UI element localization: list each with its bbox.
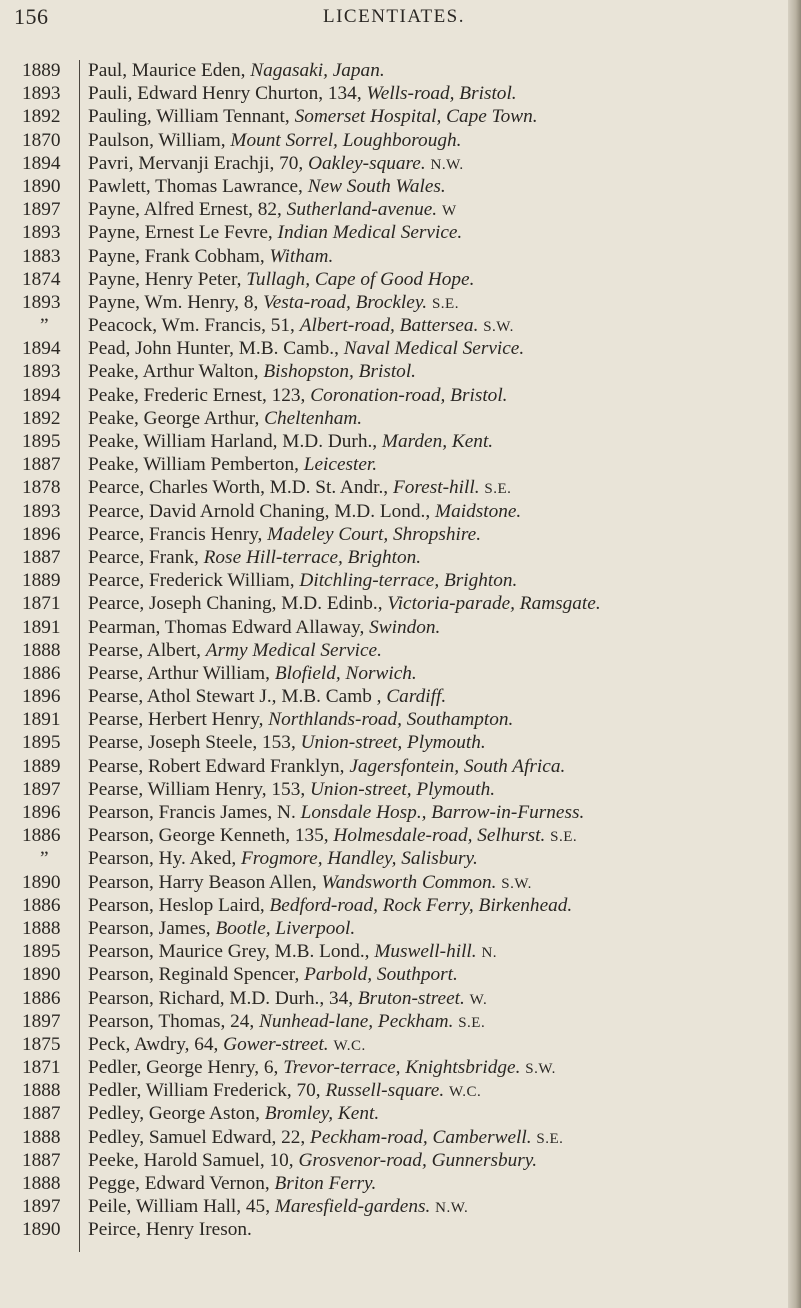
list-item xyxy=(0,59,788,82)
entry-address: Nunhead-lane, Peckham. xyxy=(259,1010,454,1032)
entry-year: 1890 xyxy=(22,871,61,893)
list-item xyxy=(0,801,788,824)
entry-text xyxy=(88,1218,252,1241)
entry-year: 1887 xyxy=(22,454,61,476)
entry-district: S.W. xyxy=(525,1061,556,1078)
entry-name: Pearce, Frank, xyxy=(88,546,204,568)
entry-text xyxy=(88,291,459,316)
entry-name: Pearce, Joseph Chaning, M.D. Edinb., xyxy=(88,593,388,615)
entry-name: Payne, Wm. Henry, 8, xyxy=(88,291,264,313)
entry-year: 1887 xyxy=(22,1103,61,1125)
list-item xyxy=(0,105,788,128)
entry-district: S.W. xyxy=(483,319,514,336)
entry-text xyxy=(88,59,385,82)
list-item xyxy=(0,824,788,847)
entry-name: Pearse, Robert Edward Franklyn, xyxy=(88,755,350,777)
entry-year: 1888 xyxy=(22,1173,61,1194)
entry-address: Jagersfontein, South Africa. xyxy=(349,755,566,777)
entry-address: Frogmore, Handley, Salisbury. xyxy=(240,848,478,870)
running-head: LICENTIATES. xyxy=(322,6,465,27)
list-item xyxy=(0,1149,788,1172)
entry-year: ” xyxy=(40,315,49,337)
entry-name: Pearson, Reginald Spencer, xyxy=(88,964,305,986)
entry-text xyxy=(88,592,601,615)
list-item xyxy=(0,592,788,615)
entry-year: 1890 xyxy=(22,1219,61,1241)
list-item xyxy=(0,847,788,870)
entry-name: Pegge, Edward Vernon, xyxy=(88,1173,275,1194)
entry-text xyxy=(88,616,440,639)
entry-text xyxy=(88,430,493,453)
entry-year: 1875 xyxy=(22,1033,61,1055)
entry-text xyxy=(88,82,517,105)
entry-district: W.C. xyxy=(333,1037,366,1054)
entry-address: Leicester. xyxy=(303,454,378,476)
list-item xyxy=(0,1195,788,1218)
entry-text xyxy=(88,407,362,430)
entry-address: Tullagh, Cape of Good Hope. xyxy=(246,268,475,290)
entry-text xyxy=(88,639,382,662)
entry-year: 1896 xyxy=(22,523,61,545)
entry-name: Pedler, George Henry, 6, xyxy=(88,1057,284,1079)
entry-text xyxy=(88,314,514,339)
entry-district: W. xyxy=(469,991,488,1008)
list-item xyxy=(0,500,788,523)
entry-address: Holmesdale-road, Selhurst. xyxy=(333,825,546,847)
entry-text xyxy=(88,708,513,731)
entry-text xyxy=(88,987,487,1012)
entry-address: Bruton-street. xyxy=(357,987,465,1009)
entry-year: 1888 xyxy=(22,1080,61,1102)
entry-district: N.W. xyxy=(430,156,464,173)
entry-year: 1896 xyxy=(22,802,61,823)
entry-year: 1887 xyxy=(22,1149,61,1171)
list-item xyxy=(0,360,788,383)
entry-text xyxy=(88,1056,556,1081)
entry-year: 1893 xyxy=(22,83,61,105)
entry-text xyxy=(88,175,446,198)
list-item xyxy=(0,685,788,708)
page-header xyxy=(0,4,788,30)
entry-address: Parbold, Southport. xyxy=(304,964,458,986)
list-item xyxy=(0,963,788,986)
entry-year: 1871 xyxy=(22,1057,61,1079)
entry-year: 1886 xyxy=(22,662,61,684)
entry-address: Bishopston, Bristol. xyxy=(263,361,417,383)
entry-name: Pavri, Mervanji Erachji, 70, xyxy=(88,152,309,174)
entry-district: N.W. xyxy=(435,1200,469,1217)
entry-name: Pearson, Hy. Aked, xyxy=(88,848,241,870)
entry-address: Blofield, Norwich. xyxy=(274,662,417,684)
entry-text xyxy=(88,731,486,754)
entry-text xyxy=(88,755,565,778)
entry-year: 1893 xyxy=(22,222,61,244)
entry-address: Union-street, Plymouth. xyxy=(300,732,486,754)
page-edge xyxy=(788,0,801,1308)
entry-year: 1886 xyxy=(22,987,61,1009)
entry-address: Army Medical Service. xyxy=(205,639,382,661)
entry-year: 1895 xyxy=(22,941,61,963)
entry-year: 1891 xyxy=(22,616,61,638)
entry-text xyxy=(88,963,458,986)
entry-district: S.E. xyxy=(536,1130,564,1147)
entry-year: 1878 xyxy=(22,477,61,499)
entry-address: Muswell-hill. xyxy=(374,941,477,963)
entry-text xyxy=(88,129,461,152)
list-item xyxy=(0,940,788,963)
entry-name: Pearse, William Henry, 153, xyxy=(88,778,310,800)
entry-name: Pauli, Edward Henry Churton, 134, xyxy=(88,83,367,105)
entry-name: Pedley, Samuel Edward, 22, xyxy=(88,1126,311,1148)
list-item xyxy=(0,384,788,407)
entry-name: Pearson, Richard, M.D. Durh., 34, xyxy=(88,987,358,1009)
entry-year: 1891 xyxy=(22,709,61,731)
entry-address: Indian Medical Service. xyxy=(277,222,463,244)
entry-address: Somerset Hospital, Cape Town. xyxy=(294,106,538,128)
entry-name: Pearson, Francis James, N. xyxy=(88,802,301,823)
entry-name: Pearson, Thomas, 24, xyxy=(88,1010,260,1032)
entry-name: Pearson, George Kenneth, 135, xyxy=(88,825,334,847)
entry-year: 1897 xyxy=(22,1196,61,1218)
licentiates-list xyxy=(0,59,788,1242)
entry-district: W.C. xyxy=(449,1084,482,1101)
list-item xyxy=(0,407,788,430)
entry-name: Pearman, Thomas Edward Allaway, xyxy=(88,616,370,638)
entry-text xyxy=(88,1010,485,1035)
entry-address: Russell-square. xyxy=(325,1080,445,1102)
entry-year: 1895 xyxy=(22,732,61,754)
entry-name: Payne, Henry Peter, xyxy=(88,268,247,290)
list-item xyxy=(0,1126,788,1149)
list-item xyxy=(0,987,788,1010)
entry-address: Oakley-square. xyxy=(308,152,426,174)
list-item xyxy=(0,476,788,499)
entry-text xyxy=(88,360,416,383)
entry-address: Nagasaki, Japan. xyxy=(250,60,385,81)
entry-year: 1893 xyxy=(22,500,61,522)
entry-year: 1888 xyxy=(22,917,61,939)
entry-name: Peile, William Hall, 45, xyxy=(88,1196,275,1218)
list-item xyxy=(0,917,788,940)
entry-address: Wandsworth Common. xyxy=(321,871,497,893)
entry-address: Union-street, Plymouth. xyxy=(309,778,496,800)
entry-text xyxy=(88,1102,379,1125)
list-item xyxy=(0,268,788,291)
entry-district: S.E. xyxy=(484,481,512,498)
entry-text xyxy=(88,523,481,546)
entry-text xyxy=(88,221,462,244)
entry-text xyxy=(88,801,584,824)
list-item xyxy=(0,755,788,778)
entry-year: 1886 xyxy=(22,825,61,847)
entry-address: Ditchling-terrace, Brighton. xyxy=(299,570,518,592)
entry-year: 1887 xyxy=(22,546,61,568)
list-item xyxy=(0,616,788,639)
list-item xyxy=(0,1102,788,1125)
entry-year: 1897 xyxy=(22,1010,61,1032)
entry-text xyxy=(88,1149,537,1172)
entry-address: Trevor-terrace, Knightsbridge. xyxy=(283,1057,521,1079)
entry-address: Naval Medical Service. xyxy=(343,338,525,360)
entry-text xyxy=(88,778,495,801)
entry-name: Peake, Frederic Ernest, 123, xyxy=(88,384,311,406)
entry-text xyxy=(88,940,497,965)
list-item xyxy=(0,245,788,268)
entry-year: 1889 xyxy=(22,570,61,592)
list-item xyxy=(0,546,788,569)
list-item xyxy=(0,1010,788,1033)
entry-address: Albert-road, Battersea. xyxy=(299,315,479,337)
entry-district: S.E. xyxy=(458,1014,486,1031)
entry-name: Paulson, William, xyxy=(88,129,231,151)
entry-name: Pearce, Frederick William, xyxy=(88,570,300,592)
entry-text xyxy=(88,847,478,870)
entry-name: Peirce, Henry Ireson. xyxy=(88,1219,252,1241)
entry-name: Pearce, Francis Henry, xyxy=(88,523,268,545)
entry-address: Victoria-parade, Ramsgate. xyxy=(387,593,601,615)
entry-year: 1893 xyxy=(22,361,61,383)
entry-text xyxy=(88,1079,481,1104)
entry-name: Peake, Arthur Walton, xyxy=(88,361,264,383)
entry-name: Pedley, George Aston, xyxy=(88,1103,265,1125)
entry-name: Pearce, David Arnold Chaning, M.D. Lond., xyxy=(88,500,436,522)
entry-name: Pearse, Athol Stewart J., M.B. Camb , xyxy=(88,686,387,708)
entry-name: Pearson, Maurice Grey, M.B. Lond., xyxy=(88,941,375,963)
entry-year: 1871 xyxy=(22,593,61,615)
entry-text xyxy=(88,152,464,177)
entry-year: 1883 xyxy=(22,245,61,267)
entry-text xyxy=(88,917,355,940)
entry-year: 1893 xyxy=(22,291,61,313)
entry-text xyxy=(88,824,577,849)
list-item xyxy=(0,894,788,917)
entry-district: N. xyxy=(481,945,498,962)
entry-address: Witham. xyxy=(269,245,334,267)
entry-year: 1870 xyxy=(22,129,61,151)
entry-text xyxy=(88,685,446,708)
entry-address: Marden, Kent. xyxy=(381,431,494,452)
entry-text xyxy=(88,476,511,501)
entry-name: Pedler, William Frederick, 70, xyxy=(88,1080,326,1102)
entry-name: Peacock, Wm. Francis, 51, xyxy=(88,315,300,337)
entry-year: 1886 xyxy=(22,894,61,916)
list-item xyxy=(0,221,788,244)
entry-year: 1888 xyxy=(22,639,61,661)
entry-year: 1889 xyxy=(22,60,61,81)
entry-name: Peeke, Harold Samuel, 10, xyxy=(88,1149,299,1171)
entry-address: Mount Sorrel, Loughborough. xyxy=(230,129,462,151)
entry-text xyxy=(88,500,521,523)
entry-name: Pauling, William Tennant, xyxy=(88,106,295,128)
entry-address: Maresfield-gardens. xyxy=(274,1196,431,1218)
entry-text xyxy=(88,1126,563,1151)
entry-name: Pearce, Charles Worth, M.D. St. Andr., xyxy=(88,477,393,499)
list-item xyxy=(0,129,788,152)
entry-year: ” xyxy=(40,848,49,870)
entry-text xyxy=(88,662,417,685)
list-item xyxy=(0,1033,788,1056)
entry-address: Bedford-road, Rock Ferry, Birkenhead. xyxy=(269,894,573,916)
entry-text xyxy=(88,1172,376,1195)
entry-text xyxy=(88,569,517,592)
list-item xyxy=(0,523,788,546)
entry-name: Peck, Awdry, 64, xyxy=(88,1033,224,1055)
entry-name: Pawlett, Thomas Lawrance, xyxy=(88,175,308,197)
entry-address: Gower-street. xyxy=(223,1033,329,1055)
list-item xyxy=(0,731,788,754)
list-item xyxy=(0,662,788,685)
entry-year: 1894 xyxy=(22,384,61,406)
list-item xyxy=(0,82,788,105)
list-item xyxy=(0,639,788,662)
entry-name: Pearson, Harry Beason Allen, xyxy=(88,871,322,893)
entry-text xyxy=(88,384,508,407)
entry-year: 1874 xyxy=(22,268,61,290)
entry-name: Payne, Ernest Le Fevre, xyxy=(88,222,278,244)
list-item xyxy=(0,453,788,476)
entry-name: Pearson, Heslop Laird, xyxy=(88,894,270,916)
entry-name: Paul, Maurice Eden, xyxy=(88,60,251,81)
entry-year: 1897 xyxy=(22,778,61,800)
entry-address: Bromley, Kent. xyxy=(264,1103,380,1125)
entry-name: Payne, Frank Cobham, xyxy=(88,245,270,267)
entry-address: Wells-road, Bristol. xyxy=(366,83,517,105)
entry-text xyxy=(88,871,532,896)
entry-text xyxy=(88,105,538,128)
entry-name: Pearse, Albert, xyxy=(88,639,206,661)
entry-name: Peake, George Arthur, xyxy=(88,407,265,429)
entry-year: 1888 xyxy=(22,1126,61,1148)
list-item xyxy=(0,1079,788,1102)
entry-address: Madeley Court, Shropshire. xyxy=(267,523,482,545)
entry-name: Pearson, James, xyxy=(88,917,216,939)
entry-year: 1894 xyxy=(22,152,61,174)
entry-text xyxy=(88,1195,468,1220)
list-item xyxy=(0,291,788,314)
list-item xyxy=(0,1172,788,1195)
entry-address: Coronation-road, Bristol. xyxy=(310,384,508,406)
list-item xyxy=(0,569,788,592)
entry-address: Cheltenham. xyxy=(264,407,363,429)
entry-address: Maidstone. xyxy=(435,500,522,522)
list-item xyxy=(0,1056,788,1079)
entry-district: S.W. xyxy=(501,875,532,892)
entry-year: 1896 xyxy=(22,686,61,708)
entry-year: 1892 xyxy=(22,407,61,429)
entry-address: Briton Ferry. xyxy=(274,1173,377,1194)
entry-text xyxy=(88,198,457,223)
entry-text xyxy=(88,894,572,917)
entry-address: Vesta-road, Brockley. xyxy=(263,291,428,313)
entry-name: Pead, John Hunter, M.B. Camb., xyxy=(88,338,344,360)
page-number: 156 xyxy=(14,4,49,29)
list-item xyxy=(0,152,788,175)
entry-name: Pearse, Joseph Steele, 153, xyxy=(88,732,301,754)
list-item xyxy=(0,778,788,801)
entry-address: Forest-hill. xyxy=(392,477,480,499)
entry-name: Pearse, Herbert Henry, xyxy=(88,709,269,731)
list-item xyxy=(0,430,788,453)
entry-address: Rose Hill-terrace, Brighton. xyxy=(203,546,422,568)
entry-text xyxy=(88,1033,366,1058)
entry-address: Bootle, Liverpool. xyxy=(215,917,356,939)
list-item xyxy=(0,175,788,198)
entry-address: Swindon. xyxy=(369,616,441,638)
entry-text xyxy=(88,337,524,360)
entry-name: Peake, William Pemberton, xyxy=(88,454,304,476)
entry-year: 1892 xyxy=(22,106,61,128)
entry-year: 1894 xyxy=(22,338,61,360)
list-item xyxy=(0,871,788,894)
entry-name: Pearse, Arthur William, xyxy=(88,662,275,684)
entry-text xyxy=(88,453,377,476)
entry-address: Sutherland-avenue. xyxy=(286,199,438,221)
list-item xyxy=(0,708,788,731)
entry-text xyxy=(88,268,474,291)
entry-text xyxy=(88,245,333,268)
entry-year: 1890 xyxy=(22,175,61,197)
entry-address: Northlands-road, Southampton. xyxy=(268,709,514,731)
list-item xyxy=(0,314,788,337)
entry-year: 1890 xyxy=(22,964,61,986)
entry-address: New South Wales. xyxy=(307,175,446,197)
entry-name: Payne, Alfred Ernest, 82, xyxy=(88,199,287,221)
entry-text xyxy=(88,546,421,569)
entry-year: 1895 xyxy=(22,431,61,452)
list-item xyxy=(0,198,788,221)
entry-district: S.E. xyxy=(550,829,578,846)
entry-address: Cardiff. xyxy=(386,686,447,708)
list-item xyxy=(0,337,788,360)
entry-year: 1897 xyxy=(22,199,61,221)
entry-district: W xyxy=(441,203,457,220)
entry-address: Lonsdale Hosp., Barrow-in-Furness. xyxy=(300,802,585,823)
list-item xyxy=(0,1218,788,1241)
entry-year: 1889 xyxy=(22,755,61,777)
entry-name: Peake, William Harland, M.D. Durh., xyxy=(88,431,382,452)
entry-address: Peckham-road, Camberwell. xyxy=(310,1126,532,1148)
entry-district: S.E. xyxy=(431,295,459,312)
entry-address: Grosvenor-road, Gunnersbury. xyxy=(298,1149,538,1171)
